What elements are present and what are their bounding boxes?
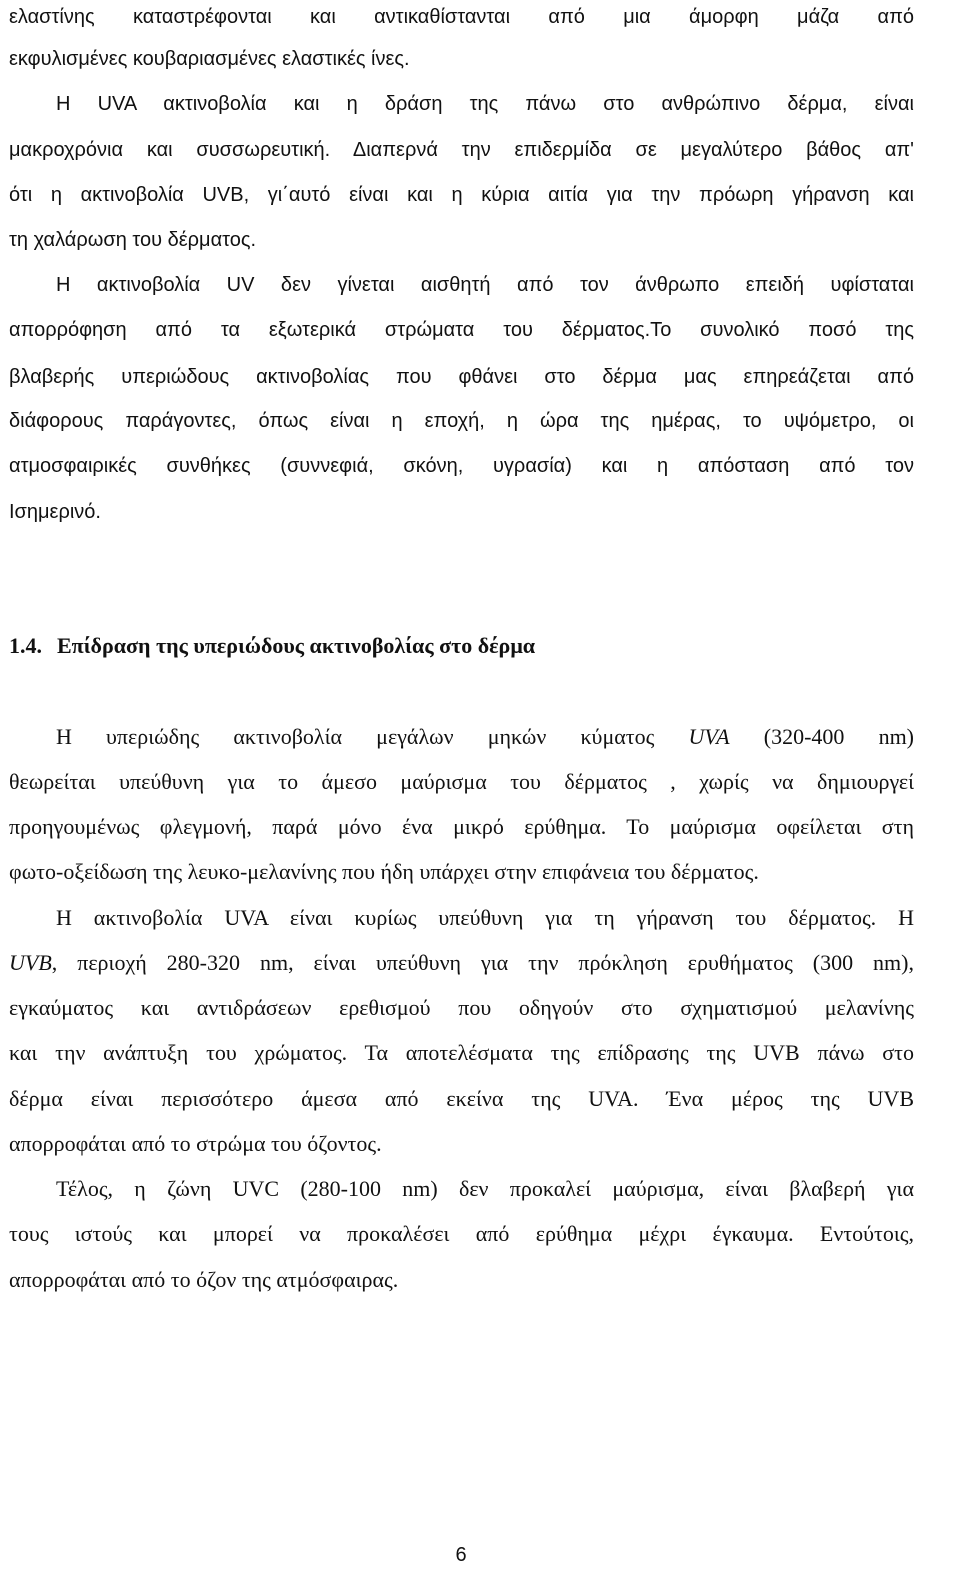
text-run-italic: UVA — [688, 724, 730, 749]
paragraph-line: φωτο-οξείδωση της λευκο-μελανίνης που ήδη υπάρχει στην επιφάνεια του δέρματος. — [9, 859, 759, 884]
text-run: Η υπεριώδης ακτινοβολία μεγάλων μηκών κύματος — [56, 724, 689, 749]
paragraph-line: απορροφάται από το όζον της ατμόσφαιρας. — [9, 1267, 399, 1292]
page-number: 6 — [455, 1544, 467, 1566]
section-number: 1.4. — [9, 633, 42, 658]
paragraph-line: δέρμα είναι περισσότερο άμεσα από εκείνα της UVA. Ένα μέρος της UVB — [9, 1086, 914, 1111]
paragraph-line: Η ακτινοβολία UVA είναι κυρίως υπεύθυνη για τη γήρανση του δέρματος. Η — [56, 905, 914, 930]
paragraph-line — [56, 722, 914, 752]
paragraph-line: βλαβερής υπεριώδους ακτινοβολίας που φθάνει στο δέρμα μας επηρεάζεται από — [9, 366, 914, 388]
text-run: (320-400 nm) — [729, 724, 915, 749]
paragraph-line: διάφορους παράγοντες, όπως είναι η εποχή, η ώρα της ημέρας, το υψόμετρο, οι — [9, 410, 914, 432]
paragraph-line: Ισημερινό. — [9, 501, 101, 523]
paragraph-line: μακροχρόνια και συσσωρευτική. Διαπερνά την επιδερμίδα σε μεγαλύτερο βάθος απ' — [9, 139, 914, 161]
paragraph-line: Τέλος, η ζώνη UVC (280-100 nm) δεν προκαλεί μαύρισμα, είναι βλαβερή για — [56, 1176, 914, 1201]
paragraph-line: απορροφάται από το στρώμα του όζοντος. — [9, 1131, 382, 1156]
paragraph-line: Η UVA ακτινοβολία και η δράση της πάνω στο ανθρώπινο δέρμα, είναι — [56, 93, 914, 115]
section-title: Επίδραση της υπεριώδους ακτινοβολίας στο δέρμα — [57, 633, 536, 658]
paragraph-line: ότι η ακτινοβολία UVB, γι΄αυτό είναι και η κύρια αιτία για την πρόωρη γήρανση και — [9, 184, 914, 206]
paragraph-line: και την ανάπτυξη του χρώματος. Τα αποτελέσματα της επίδρασης της UVB πάνω στο — [9, 1040, 914, 1065]
paragraph-line: προηγουμένως φλεγμονή, παρά μόνο ένα μικρό ερύθημα. Το μαύρισμα οφείλεται στη — [9, 814, 914, 839]
paragraph-line: εγκαύματος και αντιδράσεων ερεθισμού που οδηγούν στο σχηματισμού μελανίνης — [9, 995, 914, 1020]
text-run-italic: UVB — [9, 950, 52, 975]
paragraph-line: θεωρείται υπεύθυνη για το άμεσο μαύρισμα του δέρματος , χωρίς να δημιουργεί — [9, 769, 914, 794]
paragraph-line: τη χαλάρωση του δέρματος. — [9, 229, 257, 251]
paragraph-line: απορρόφηση από τα εξωτερικά στρώματα του δέρματος.Το συνολικό ποσό της — [9, 319, 914, 341]
text-run: , περιοχή 280-320 nm, είναι υπεύθυνη για την πρόκληση ερυθήματος (300 nm), — [51, 950, 914, 975]
paragraph-line: Η ακτινοβολία UV δεν γίνεται αισθητή από τον άνθρωπο επειδή υφίσταται — [56, 274, 914, 296]
paragraph-line: εκφυλισμένες κουβαριασμένες ελαστικές ίνες. — [9, 48, 410, 70]
paragraph-line: τους ιστούς και μπορεί να προκαλέσει από ερύθημα μέχρι έγκαυμα. Εντούτοις, — [9, 1221, 914, 1246]
paragraph-line: ατμοσφαιρικές συνθήκες (συννεφιά, σκόνη, υγρασία) και η απόσταση από τον — [9, 455, 914, 477]
paragraph-line: ελαστίνης καταστρέφονται και αντικαθίστανται από μια άμορφη μάζα από — [9, 6, 914, 28]
paragraph-line — [9, 948, 914, 978]
section-heading — [9, 631, 535, 661]
